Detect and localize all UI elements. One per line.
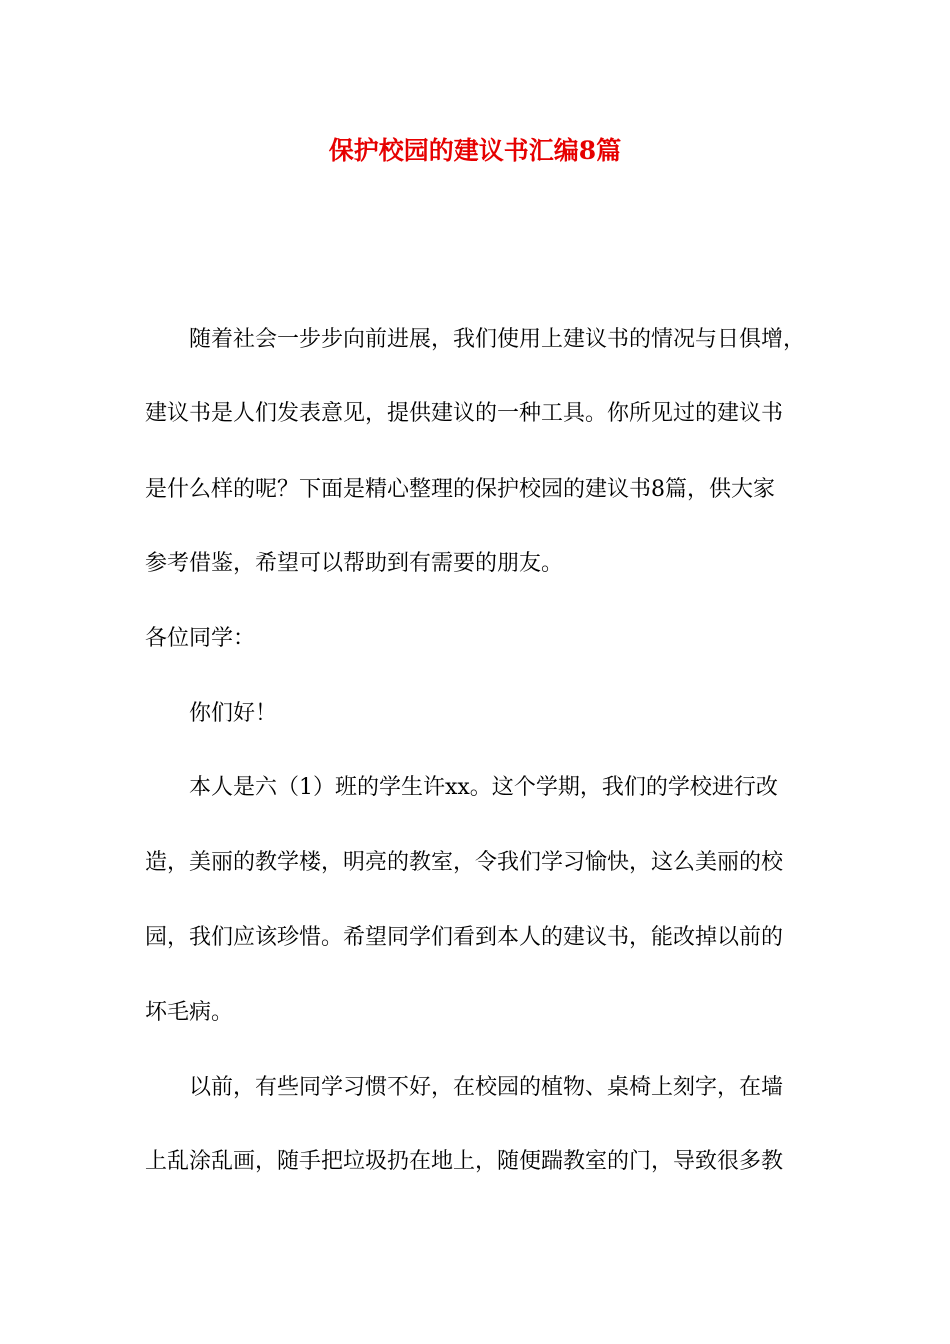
paragraph-line: 园，我们应该珍惜。希望同学们看到本人的建议书，能改掉以前的 (145, 925, 784, 950)
paragraph-line: 本人是六（1）班的学生许xx。这个学期，我们的学校进行改 (189, 775, 778, 800)
paragraph-line: 坏毛病。 (145, 1000, 234, 1025)
paragraph-line: 上乱涂乱画，随手把垃圾扔在地上，随便踹教室的门，导致很多教 (145, 1149, 784, 1174)
paragraph-line: 随着社会一步步向前进展，我们使用上建议书的情况与日俱增， (189, 327, 806, 352)
salutation-line: 各位同学： (145, 626, 256, 651)
paragraph-line: 建议书是人们发表意见，提供建议的一种工具。你所见过的建议书 (145, 401, 784, 426)
paragraph-line: 以前，有些同学习惯不好，在校园的植物、桌椅上刻字，在墙 (189, 1075, 784, 1100)
paragraph-line: 造，美丽的教学楼，明亮的教室，令我们学习愉快，这么美丽的校 (145, 850, 784, 875)
greeting-line: 你们好！ (189, 701, 278, 726)
paragraph-line: 参考借鉴，希望可以帮助到有需要的朋友。 (145, 551, 564, 576)
document-title: 保护校园的建议书汇编8篇 (328, 136, 622, 165)
paragraph-line: 是什么样的呢？下面是精心整理的保护校园的建议书8篇，供大家 (145, 477, 775, 502)
